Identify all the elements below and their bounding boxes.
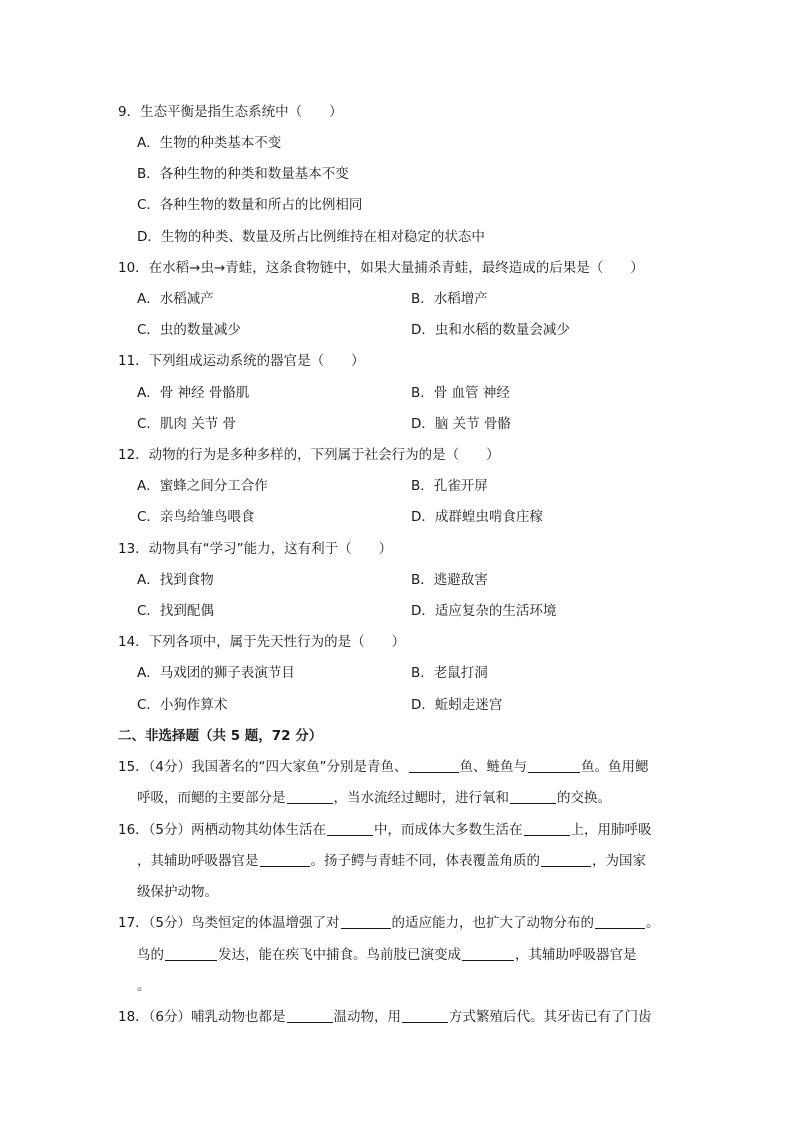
- text-segment: ，为国家: [592, 853, 646, 869]
- question-12-option-a: A．蜜蜂之间分工合作: [137, 478, 268, 494]
- answer-blank: [595, 914, 645, 929]
- question-10-option-a: A．水稻减产: [137, 291, 214, 307]
- text-segment: 的适应能力，也扩大了动物分布的: [391, 915, 595, 931]
- question-13-option-c: C．找到配偶: [137, 603, 214, 619]
- answer-blank: [524, 821, 570, 836]
- text-segment: 中，而成体大多数生活在: [374, 822, 523, 838]
- text-segment: 鱼。鱼用鳃: [581, 759, 649, 775]
- answer-blank: [260, 852, 310, 867]
- question-17-line-1: [118, 913, 660, 933]
- question-17-line-2: [137, 945, 637, 965]
- answer-blank: [541, 852, 591, 867]
- question-14-stem: 14．下列各项中，属于先天性行为的是（ ）: [118, 634, 406, 650]
- question-10-option-d: D．虫和水稻的数量会减少: [411, 322, 570, 338]
- question-16-line-1: [118, 820, 652, 840]
- answer-blank: [165, 946, 217, 961]
- question-16-line-2: [137, 851, 646, 871]
- question-11-option-d: D．脑 关节 骨骼: [411, 416, 511, 432]
- text-segment: 18．（6分）哺乳动物也都是: [118, 1009, 286, 1025]
- question-10-stem: 10．在水稻→虫→青蛙，这条食物链中，如果大量捕杀青蛙，最终造成的后果是（ ）: [118, 260, 644, 276]
- question-13-option-b: B．逃避敌害: [411, 572, 488, 588]
- text-segment: 15．（4分）我国著名的“四大家鱼”分别是青鱼、: [118, 759, 408, 775]
- question-15-line-1: [118, 757, 649, 777]
- question-14-option-d: D．蚯蚓走迷宫: [411, 697, 503, 713]
- text-segment: 16．（5分）两栖动物其幼体生活在: [118, 822, 327, 838]
- text-segment: 鱼、鲢鱼与: [459, 759, 528, 775]
- question-12-option-c: C．亲鸟给雏鸟喂食: [137, 509, 255, 525]
- text-segment: 上，用肺呼吸: [570, 822, 652, 838]
- text-segment: 的交换。: [557, 790, 611, 806]
- answer-blank: [528, 758, 580, 773]
- text-segment: 温动物，用: [333, 1009, 402, 1025]
- answer-blank: [287, 789, 333, 804]
- text-segment: 方式繁殖后代。其牙齿已有了门齿: [449, 1009, 652, 1025]
- question-12-option-d: D．成群蝗虫啃食庄稼: [411, 509, 543, 525]
- text-segment: 呼吸，而鳃的主要部分是: [137, 790, 286, 806]
- question-12-option-b: B．孔雀开屏: [411, 478, 488, 494]
- answer-blank: [402, 1008, 448, 1023]
- text-segment: ，当水流经过鳃时，进行氧和: [333, 790, 509, 806]
- question-13-stem: 13．动物具有“学习”能力，这有利于（ ）: [118, 541, 393, 557]
- question-9-option-c: C．各种生物的数量和所占的比例相同: [137, 197, 363, 213]
- question-9-option-b: B．各种生物的种类和数量基本不变: [137, 166, 349, 182]
- question-14-option-b: B．老鼠打洞: [411, 665, 488, 681]
- text-segment: 17．（5分）鸟类恒定的体温增强了对: [118, 915, 340, 931]
- answer-blank: [462, 946, 514, 961]
- question-13-option-d: D．适应复杂的生活环境: [411, 603, 557, 619]
- answer-blank: [287, 1008, 333, 1023]
- question-11-option-a: A．骨 神经 骨骼肌: [137, 385, 250, 401]
- question-9-stem: 9．生态平衡是指生态系统中（ ）: [118, 104, 343, 120]
- text-segment: 。: [646, 915, 660, 931]
- question-9-option-d: D．生物的种类、数量及所占比例维持在相对稳定的状态中: [137, 229, 485, 245]
- question-18-line-1: [118, 1007, 652, 1027]
- question-10-option-c: C．虫的数量减少: [137, 322, 241, 338]
- section-2-title: 二、非选择题（共 5 题，72 分）: [118, 728, 323, 744]
- text-segment: ，其辅助呼吸器官是: [137, 853, 259, 869]
- answer-blank: [327, 821, 373, 836]
- question-9-option-a: A．生物的种类基本不变: [137, 135, 282, 151]
- question-14-option-c: C．小狗作算术: [137, 697, 228, 713]
- question-15-line-2: [137, 788, 611, 808]
- question-12-stem: 12．动物的行为是多种多样的，下列属于社会行为的是（ ）: [118, 447, 500, 463]
- answer-blank: [341, 914, 391, 929]
- question-16-line-3: 级保护动物。: [137, 884, 218, 900]
- text-segment: 。扬子鳄与青蛙不同，体表覆盖角质的: [310, 853, 540, 869]
- question-11-option-b: B．骨 血管 神经: [411, 385, 510, 401]
- text-segment: ，其辅助呼吸器官是: [515, 947, 637, 963]
- question-10-option-b: B．水稻增产: [411, 291, 488, 307]
- text-segment: 发达，能在疾飞中捕食。鸟前肢已演变成: [218, 947, 461, 963]
- question-13-option-a: A．找到食物: [137, 572, 214, 588]
- question-11-stem: 11．下列组成运动系统的器官是（ ）: [118, 353, 365, 369]
- text-segment: 鸟的: [137, 947, 164, 963]
- question-17-line-3: 。: [137, 978, 151, 994]
- question-14-option-a: A．马戏团的狮子表演节目: [137, 665, 295, 681]
- question-11-option-c: C．肌肉 关节 骨: [137, 416, 237, 432]
- answer-blank: [510, 789, 556, 804]
- answer-blank: [409, 758, 459, 773]
